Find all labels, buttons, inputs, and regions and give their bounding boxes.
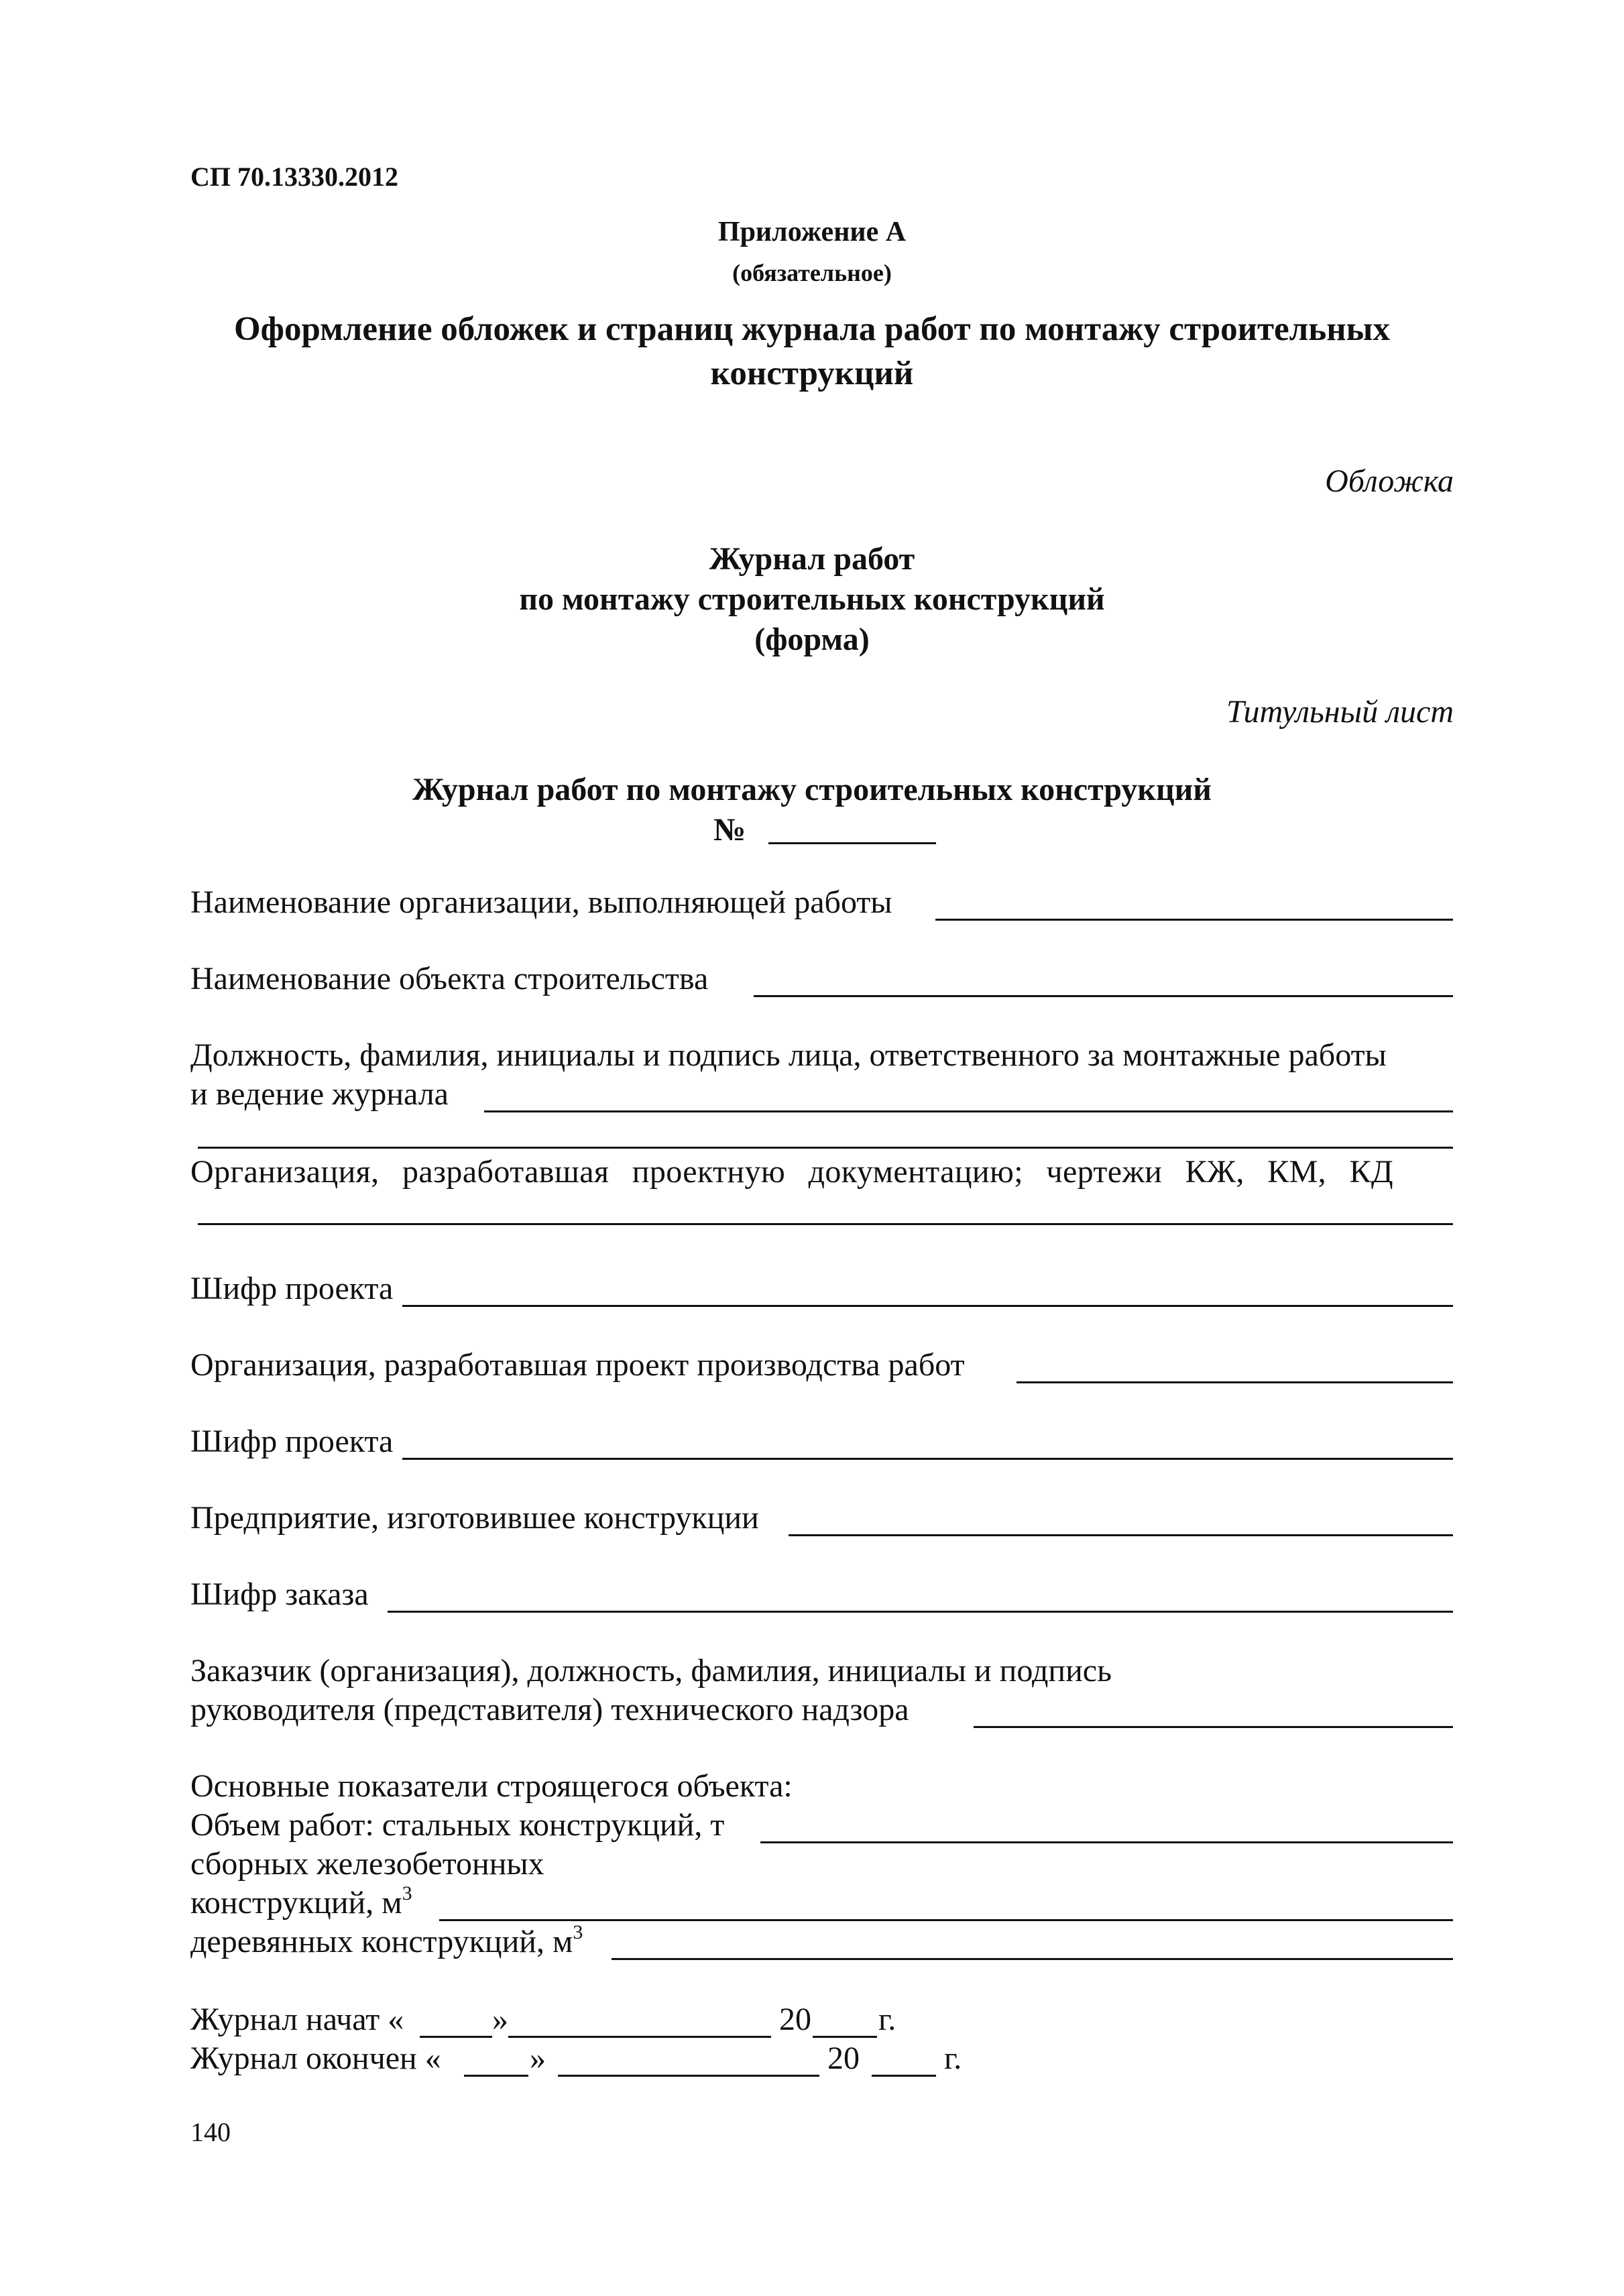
volume-steel-blank[interactable]: [760, 1841, 1453, 1843]
journal-started-label: Журнал начат «: [190, 2002, 404, 2037]
ended-year-suffix: г.: [944, 2041, 962, 2076]
title-page-heading: Журнал работ по монтажу строительных конструкций: [412, 772, 1212, 807]
indicators-heading: Основные показатели строящегося объекта:: [190, 1768, 793, 1804]
project-code-blank-2[interactable]: [402, 1458, 1453, 1460]
customer-blank[interactable]: [974, 1726, 1453, 1728]
journal-ended-label: Журнал окончен «: [190, 2041, 441, 2076]
cover-title-line2: по монтажу строительных конструкций: [519, 581, 1105, 617]
appendix-title: Приложение А: [717, 217, 907, 247]
page-number: 140: [190, 2117, 231, 2147]
project-code-label-1: Шифр проекта: [190, 1271, 394, 1306]
cover-title-line3: (форма): [754, 622, 870, 657]
order-code-label: Шифр заказа: [190, 1576, 369, 1612]
started-year-suffix: г.: [878, 2002, 896, 2037]
responsible-label-line2: и ведение журнала: [190, 1076, 449, 1112]
started-day-blank[interactable]: [420, 2036, 492, 2038]
object-name-label: Наименование объекта строительства: [190, 961, 709, 996]
document-code: СП 70.13330.2012: [190, 162, 398, 192]
org-name-blank[interactable]: [935, 919, 1453, 921]
ppr-org-blank[interactable]: [1017, 1381, 1453, 1383]
volume-wood-blank[interactable]: [612, 1958, 1453, 1960]
project-code-label-2: Шифр проекта: [190, 1424, 394, 1459]
order-code-blank[interactable]: [388, 1611, 1453, 1613]
volume-steel-label: Объем работ: стальных конструкций, т: [190, 1807, 725, 1843]
volume-rc-blank[interactable]: [439, 1919, 1453, 1921]
object-name-blank[interactable]: [754, 995, 1453, 997]
project-code-blank-1[interactable]: [402, 1305, 1453, 1307]
volume-rc-label-text: конструкций, м: [190, 1885, 402, 1920]
ppr-org-label: Организация, разработавшая проект производства работ: [190, 1347, 965, 1383]
ended-month-blank[interactable]: [558, 2075, 819, 2077]
number-sign: №: [713, 812, 746, 848]
started-year-blank[interactable]: [813, 2036, 877, 2038]
ended-day-blank[interactable]: [464, 2075, 528, 2077]
responsible-blank-1[interactable]: [484, 1110, 1453, 1112]
started-year-prefix: 20: [779, 2002, 811, 2037]
volume-wood-label-text: деревянных конструкций, м: [190, 1924, 573, 1959]
customer-label-line1: Заказчик (организация), должность, фамилия, инициалы и подпись: [190, 1653, 1112, 1688]
cover-label: Обложка: [1325, 463, 1454, 499]
started-month-blank[interactable]: [508, 2036, 771, 2038]
ended-quote-close: »: [530, 2041, 546, 2076]
customer-label-line2: руководителя (представителя) технического надзора: [190, 1692, 909, 1727]
org-name-label: Наименование организации, выполняющей работы: [190, 884, 892, 920]
volume-rc-label-line1: сборных железобетонных: [190, 1846, 544, 1882]
journal-number-blank[interactable]: [768, 842, 936, 844]
volume-rc-label-line2: [190, 1884, 412, 1921]
main-title-line1: Оформление обложек и страниц журнала работ по монтажу строительных: [234, 310, 1390, 348]
cube-superscript: 3: [573, 1921, 583, 1943]
cube-superscript: 3: [402, 1882, 412, 1904]
cover-title-line1: Журнал работ: [709, 541, 915, 577]
manufacturer-label: Предприятие, изготовившее конструкции: [190, 1500, 759, 1536]
responsible-label-line1: Должность, фамилия, инициалы и подпись лица, ответственного за монтажные работы: [190, 1037, 1387, 1073]
manufacturer-blank[interactable]: [789, 1534, 1453, 1536]
responsible-blank-2[interactable]: [198, 1147, 1453, 1149]
main-title-line2: конструкций: [710, 355, 914, 392]
title-page-label: Титульный лист: [1226, 694, 1454, 730]
ended-year-blank[interactable]: [872, 2075, 936, 2077]
ended-year-prefix: 20: [827, 2041, 860, 2076]
volume-wood-label: [190, 1923, 583, 1960]
started-quote-close: »: [492, 2002, 508, 2037]
appendix-status: (обязательное): [732, 260, 892, 286]
design-org-label: Организация, разработавшая проектную документацию; чертежи КЖ, КМ, КД: [190, 1154, 1394, 1190]
design-org-blank[interactable]: [198, 1223, 1453, 1225]
